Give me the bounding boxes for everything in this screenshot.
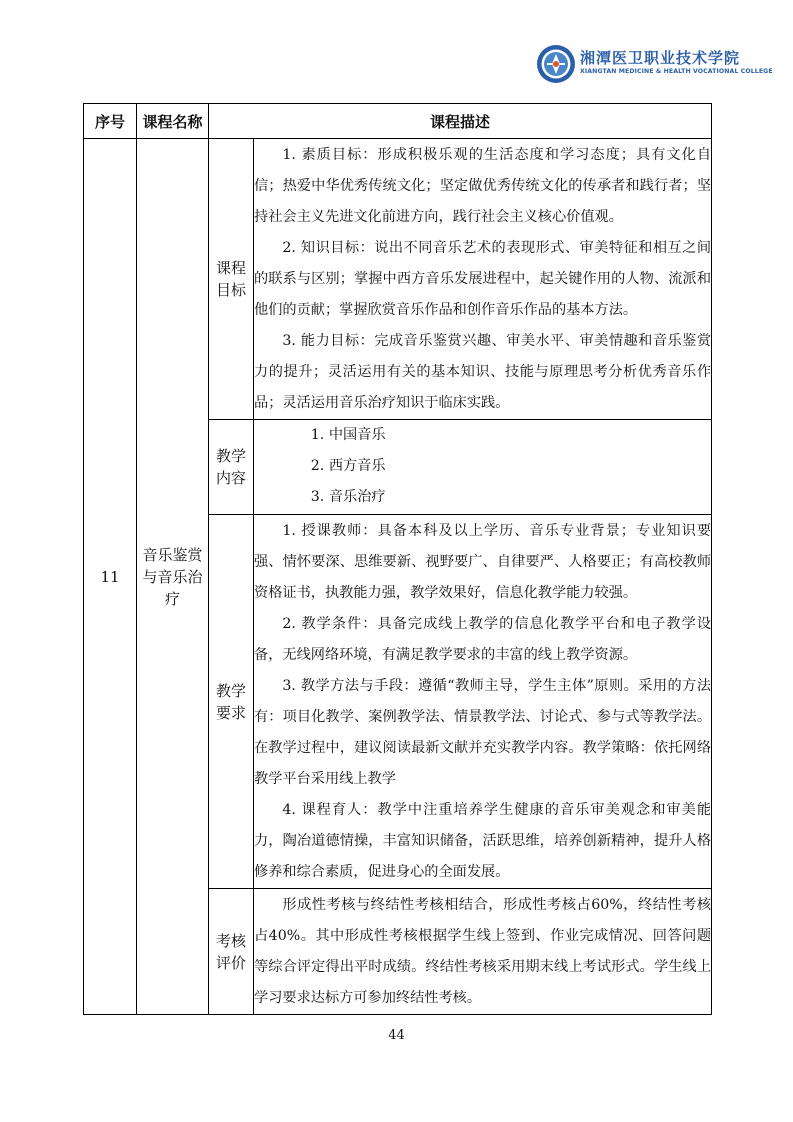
course-table <box>83 103 712 1015</box>
college-emblem-icon <box>536 44 576 84</box>
header-course-description: 课程描述 <box>209 104 712 139</box>
paragraph: 1. 素质目标：形成积极乐观的生活态度和学习态度；具有文化自信；热爱中华优秀传统文化；坚定做优秀传统文化的传承者和践行者；坚持社会主义先进文化前进方向，践行社会主义核心价值观。 <box>254 146 712 225</box>
paragraph: 3. 能力目标：完成音乐鉴赏兴趣、审美水平、审美情趣和音乐鉴赏力的提升；灵活运用有关的基本知识、技能与原理思考分析优秀音乐作品；灵活运用音乐治疗知识于临床实践。 <box>254 332 712 411</box>
logo-chinese-name: 湘潭医卫职业技术学院 <box>580 49 741 67</box>
section-content <box>254 889 712 1015</box>
page-number: 44 <box>388 1028 405 1043</box>
list-item: 2. 西方音乐 <box>310 458 386 475</box>
section-label: 考核评价 <box>209 889 254 1015</box>
section-content <box>254 139 712 420</box>
college-logo <box>536 42 773 86</box>
section-content <box>254 420 712 514</box>
header-serial-no: 序号 <box>84 104 137 139</box>
table-header-row <box>84 104 712 139</box>
list-item: 3. 音乐治疗 <box>310 489 386 506</box>
header-course-name: 课程名称 <box>137 104 209 139</box>
paragraph: 4. 课程育人：教学中注重培养学生健康的音乐审美观念和审美能力，陶冶道德情操，丰富知识储备，活跃思维，培养创新精神，提升人格修养和综合素质，促进身心的全面发展。 <box>254 801 712 880</box>
logo-english-name: XIANGTAN MEDICINE & HEALTH VOCATIONAL COLLEGE <box>580 68 773 75</box>
course-serial-no: 11 <box>84 139 137 1015</box>
section-content <box>254 514 712 889</box>
list-item: 1. 中国音乐 <box>310 427 386 444</box>
table-row <box>84 139 712 420</box>
course-name: 音乐鉴赏与音乐治疗 <box>137 139 209 1015</box>
paragraph: 2. 知识目标：说出不同音乐艺术的表现形式、审美特征和相互之间的联系与区别；掌握中西方音乐发展进程中，起关键作用的人物、流派和他们的贡献；掌握欣赏音乐作品和创作音乐作品的基本方法。 <box>254 239 712 318</box>
section-label: 教学内容 <box>209 420 254 514</box>
paragraph: 形成性考核与终结性考核相结合，形成性考核占60%，终结性考核占40%。其中形成性考核根据学生线上签到、作业完成情况、回答问题等综合评定得出平时成绩。终结性考核采用期末线上考试形式。学生线上学习要求达标方可参加终结性考核。 <box>254 896 712 1006</box>
paragraph: 2. 教学条件：具备完成线上教学的信息化教学平台和电子教学设备，无线网络环境，有满足教学要求的丰富的线上教学资源。 <box>254 615 712 663</box>
section-label: 课程目标 <box>209 139 254 420</box>
paragraph: 1. 授课教师：具备本科及以上学历、音乐专业背景；专业知识要强、情怀要深、思维要新、视野要广、自律要严、人格要正；有高校教师资格证书，执教能力强，教学效果好，信息化教学能力较强。 <box>254 522 712 601</box>
section-label: 教学要求 <box>209 514 254 889</box>
paragraph: 3. 教学方法与手段：遵循“教师主导，学生主体”原则。采用的方法有：项目化教学、案例教学法、情景教学法、讨论式、参与式等教学法。在教学过程中，建议阅读最新文献并充实教学内容。教学策略：依托网络教学平台采用线上教学 <box>254 677 712 787</box>
